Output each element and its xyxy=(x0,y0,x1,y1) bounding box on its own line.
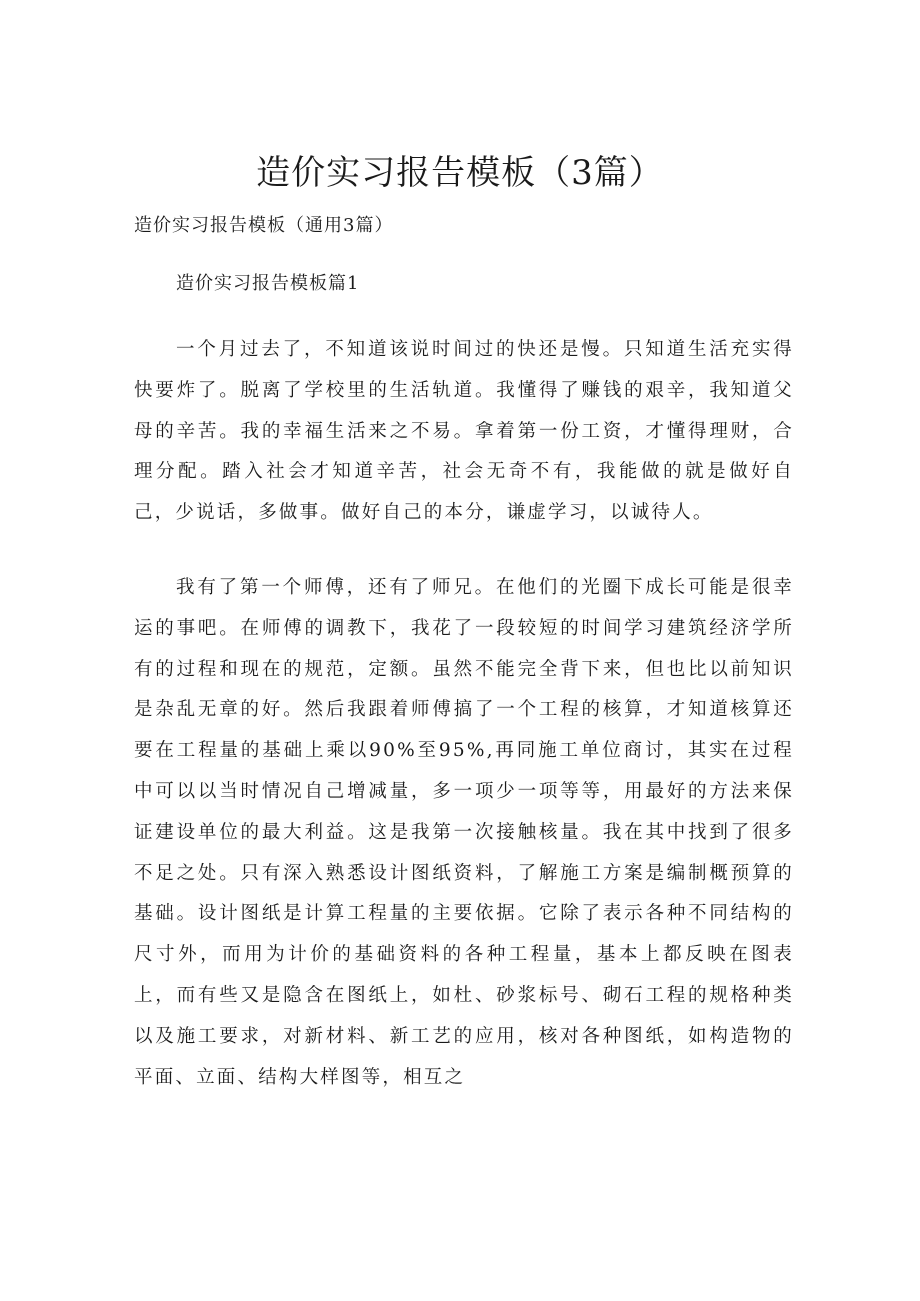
document-subtitle: 造价实习报告模板（通用3篇） xyxy=(134,215,394,236)
paragraph: 一个月过去了，不知道该说时间过的快还是慢。只知道生活充实得快要炸了。脱离了学校里的生活轨道。我懂得了赚钱的艰辛，我知道父母的辛苦。我的幸福生活来之不易。拿着第一份工资，才懂得理财，合理分配。踏入社会才知道辛苦，社会无奇不有，我能做的就是做好自己，少说话，多做事。做好自己的本分，谦虚学习，以诚待人。 xyxy=(134,339,794,524)
paragraph: 我有了第一个师傅，还有了师兄。在他们的光圈下成长可能是很幸运的事吧。在师傅的调教下，我花了一段较短的时间学习建筑经济学所有的过程和现在的规范，定额。虽然不能完全背下来，但也比以前知识是杂乱无章的好。然后我跟着师傅搞了一个工程的核算，才知道核算还要在工程量的基础上乘以90%至95%,再同施工单位商讨，其实在过程中可以以当时情况自己增减量，多一项少一项等等，用最好的方法来保证建设单位的最大利益。这是我第一次接触核量。我在其中找到了很多不足之处。只有深入熟悉设计图纸资料，了解施工方案是编制概预算的基础。设计图纸是计算工程量的主要依据。它除了表示各种不同结构的尺寸外，而用为计价的基础资料的各种工程量，基本上都反映在图表上，而有些又是隐含在图纸上，如杜、砂浆标号、砌石工程的规格种类以及施工要求，对新材料、新工艺的应用，核对各种图纸，如构造物的平面、立面、结构大样图等，相互之 xyxy=(134,577,794,1088)
section-heading: 造价实习报告模板篇1 xyxy=(176,273,360,294)
document-title: 造价实习报告模板（3篇） xyxy=(256,153,664,193)
